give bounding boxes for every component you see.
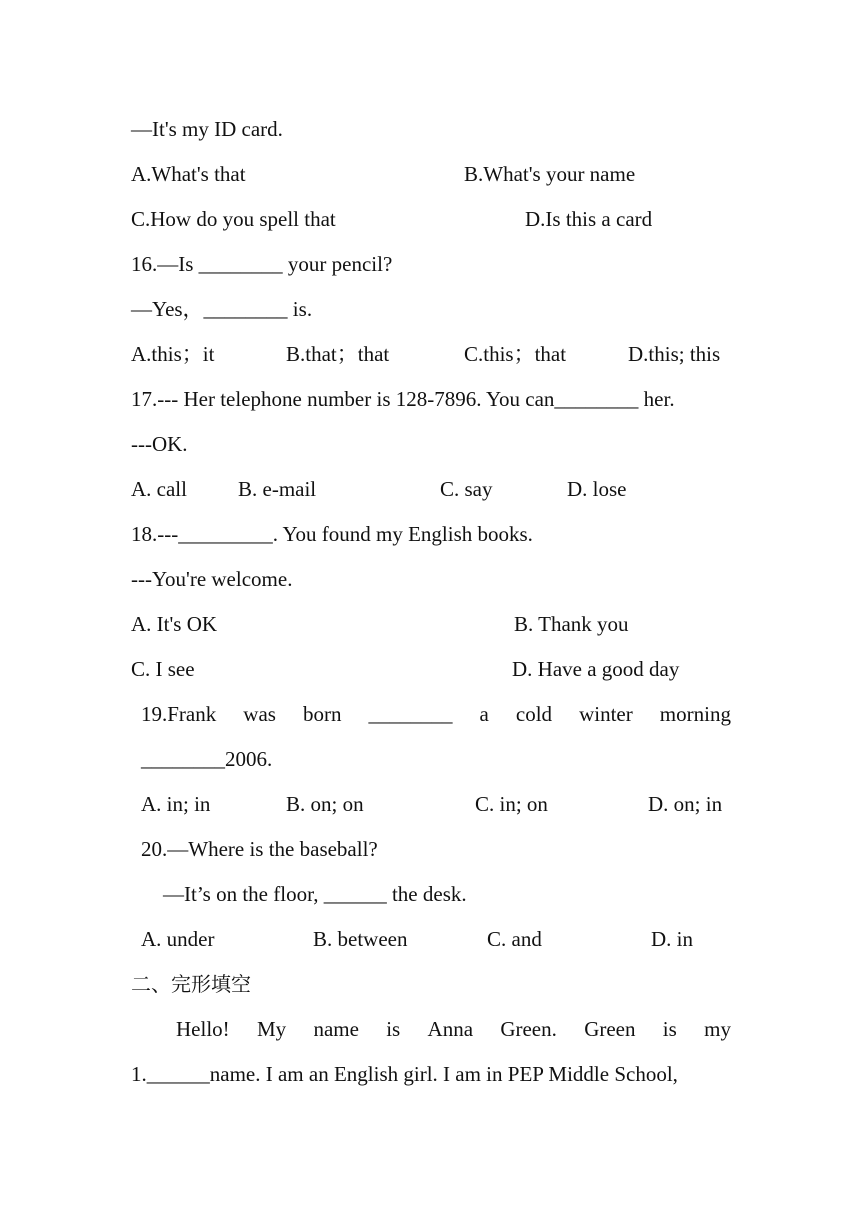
question-18: 18.---_________. You found my English books. [131, 522, 533, 546]
q18-option-b: B. Thank you [514, 612, 629, 636]
question-19 [141, 704, 731, 725]
question-19-continued: ________2006. [141, 747, 273, 771]
q15-option-d: D.Is this a card [525, 207, 653, 231]
passage-line-1 [176, 1019, 731, 1040]
passage-word: name [313, 1017, 359, 1041]
question-16: 16.—Is ________ your pencil? [131, 252, 393, 276]
question-20: 20.—Where is the baseball? [141, 837, 378, 861]
q17-option-d: D. lose [567, 477, 627, 501]
q17-option-b: B. e-mail [238, 477, 317, 501]
q19-word: a [479, 702, 489, 726]
q19-option-d: D. on; in [648, 792, 723, 816]
q16-option-b: B.that；that [286, 342, 390, 366]
q17-option-a: A. call [131, 477, 187, 501]
passage-word: Anna [427, 1017, 474, 1041]
q19-word: 19.Frank [141, 702, 217, 726]
q17-option-c: C. say [440, 477, 493, 501]
q19-option-c: C. in; on [475, 792, 548, 816]
q20-option-d: D. in [651, 927, 693, 951]
section-heading-cloze: 二、完形填空 [131, 972, 251, 996]
answer-line-17: ---OK. [131, 432, 188, 456]
answer-line-20: —It’s on the floor, ______ the desk. [163, 882, 467, 906]
q19-option-a: A. in; in [141, 792, 211, 816]
q19-word: was [243, 702, 276, 726]
answer-line-15: —It's my ID card. [131, 117, 283, 141]
passage-word: is [662, 1017, 677, 1041]
answer-line-18: ---You're welcome. [131, 567, 293, 591]
q19-word: born [302, 702, 342, 726]
answer-line-16: —Yes，________ is. [131, 297, 313, 321]
question-17: 17.--- Her telephone number is 128-7896. You can________ her. [131, 387, 675, 411]
q20-option-c: C. and [487, 927, 542, 951]
q16-option-a: A.this；it [131, 342, 215, 366]
passage-word: Green. [500, 1017, 557, 1041]
q18-option-d: D. Have a good day [512, 657, 680, 681]
q20-option-a: A. under [141, 927, 215, 951]
q18-option-c: C. I see [131, 657, 195, 681]
q15-option-c: C.How do you spell that [131, 207, 336, 231]
passage-word: Hello! [176, 1017, 230, 1041]
passage-word: my [704, 1017, 731, 1041]
passage-line-2: 1.______name. I am an English girl. I am in PEP Middle School, [131, 1062, 678, 1086]
q19-option-b: B. on; on [286, 792, 364, 816]
passage-word: My [256, 1017, 287, 1041]
q20-option-b: B. between [313, 927, 408, 951]
q18-option-a: A. It's OK [131, 612, 218, 636]
passage-word: is [386, 1017, 401, 1041]
q16-option-d: D.this; this [628, 342, 721, 366]
q19-word: cold [515, 702, 553, 726]
q19-word: morning [659, 702, 731, 726]
q19-blank: ________ [368, 702, 453, 726]
q15-option-b: B.What's your name [464, 162, 636, 186]
q15-option-a: A.What's that [131, 162, 246, 186]
passage-word: Green [584, 1017, 636, 1041]
q19-word: winter [579, 702, 633, 726]
q16-option-c: C.this；that [464, 342, 567, 366]
